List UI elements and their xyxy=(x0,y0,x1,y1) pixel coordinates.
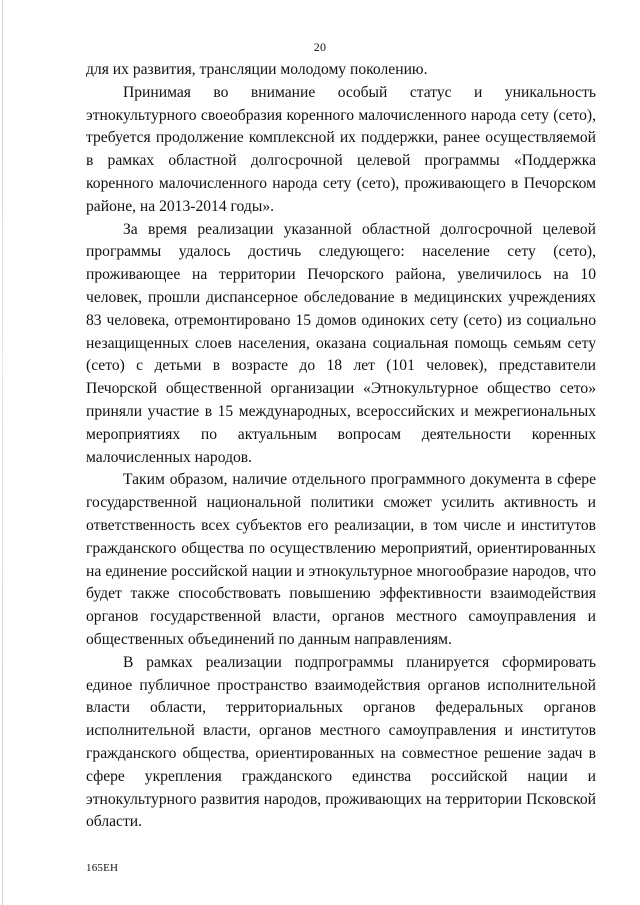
paragraph-subprogram-plans: В рамках реализации подпрограммы планируется сформировать единое публичное пространство взаимодействия органов исполнительной власти области, территориальных органов федеральных органов исполнительной власти, органов местного самоуправления и институтов гражданского общества, ориентированных на совместное решение задач в сфере укрепления гражданского единства российской нации и этнокультурного развития народов, проживающих на территории Псковской области. xyxy=(86,653,596,831)
paragraph-program-results: За время реализации указанной областной долгосрочной целевой программы удалось достичь следующего: население сету (сето), проживающее на территории Печорского района, увеличилось на 10 человек, прошли диспансерное обследование в медицинских учреждениях 83 человека, отремонтировано 15 домов одиноких сету (сето) из социально незащищенных слоев населения, оказана социальная помощь семьям сету (сето) с детьми в возрасте до 18 лет (101 человек), представители Печорской общественной организации «Этнокультурное общество сето» приняли участие в 15 международных, всероссийских и межрегиональных мероприятиях по актуальным вопросам деятельности коренных малочисленных народов. xyxy=(86,220,596,466)
paragraph-continuation: для их развития, трансляции молодому поколению. xyxy=(86,61,428,78)
paragraph-uniqueness: Принимая во внимание особый статус и уникальность этнокультурного своеобразия коренного малочисленного народа сету (сето), требуется продолжение комплексной их поддержки, ранее осуществляемой в рамках областной долгосрочной целевой программы «Поддержка коренного малочисленного народа сету (сето), проживающего в Печорском районе, на 2013-2014 годы». xyxy=(86,83,596,215)
footer-document-code: 165ЕН xyxy=(86,862,119,874)
document-body xyxy=(86,59,596,834)
paragraph-conclusion: Таким образом, наличие отдельного программного документа в сфере государственной национальной политики сможет усилить активность и ответственность всех субъектов его реализации, в том числе и институтов гражданского общества по осуществлению мероприятий, ориентированных на единение российской нации и этнокультурное многообразие народов, что будет также способствовать повышению эффективности взаимодействия органов государственной власти, органов местного самоуправления и общественных объединений по данным направлениям. xyxy=(86,471,596,648)
page-number: 20 xyxy=(313,40,327,54)
scan-edge-line xyxy=(2,0,3,905)
